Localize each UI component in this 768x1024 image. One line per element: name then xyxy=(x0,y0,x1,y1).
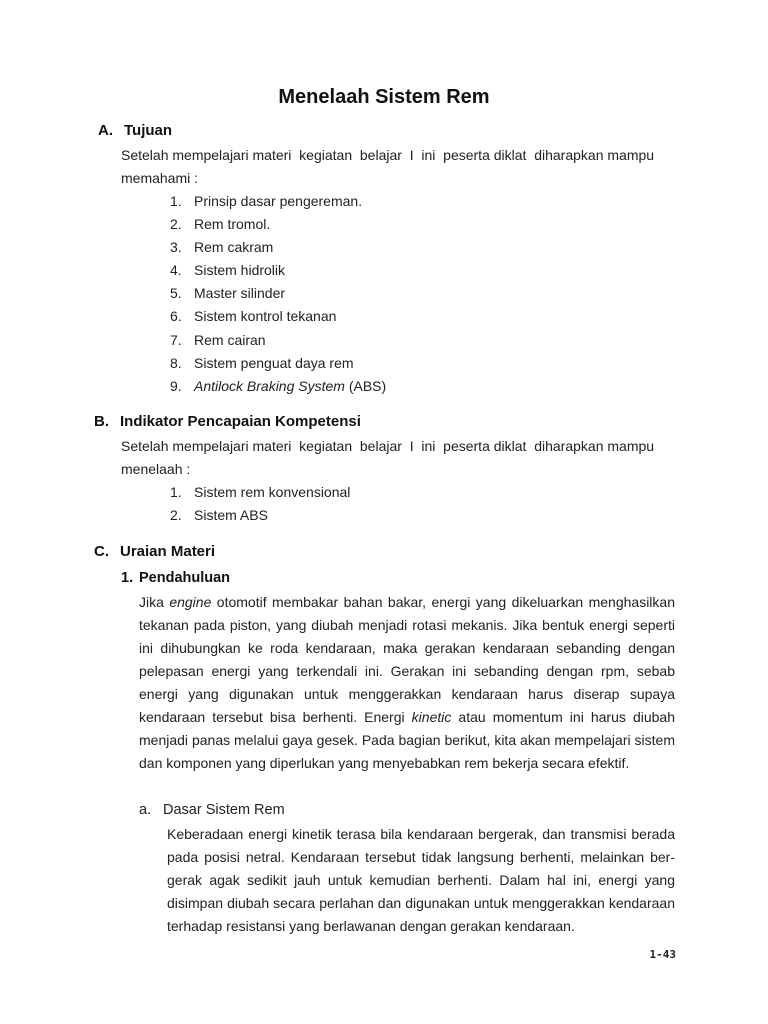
list-item xyxy=(170,282,386,305)
section-a-letter: A. xyxy=(98,122,113,139)
subsection-a-heading xyxy=(139,802,285,818)
section-b-list xyxy=(170,481,350,527)
section-a-intro-line2: memahami : xyxy=(121,170,199,186)
section-b-intro-line1: Setelah mempelajari materi kegiatan belajar I ini peserta diklat diharapkan mampu xyxy=(121,438,655,454)
paragraph-term-engine: engine xyxy=(169,594,212,610)
subsection-a-paragraph: Keberadaan energi kinetik terasa bila kendaraan bergerak, dan transmisi berada pada posisi netral. Kendaraan tersebut tidak langsung berhenti, melainkan ber-gerak agak sedikit jauh untuk kemudian berhenti. Dalam hal ini, energi yang disimpan diubah secara perlahan dan digunakan untuk menggerakkan kendaraan terhadap resistansi yang berlawanan dengan gerakan kendaraan. xyxy=(167,826,675,934)
list-item-number: 9. xyxy=(170,377,182,394)
section-b-letter: B. xyxy=(94,413,109,430)
page-number: 1-43 xyxy=(649,948,676,961)
section-a-title: Tujuan xyxy=(124,122,173,139)
section-c-heading xyxy=(94,543,215,560)
section-a-intro-line1: Setelah mempelajari materi kegiatan belajar I ini peserta diklat diharapkan mampu xyxy=(121,147,655,163)
list-item-number: 5. xyxy=(170,285,182,302)
list-item-text: Sistem penguat daya rem xyxy=(194,354,354,371)
list-item-text-italic: Antilock Braking System xyxy=(194,377,345,394)
subsection-1-heading xyxy=(121,570,230,586)
paragraph-text: Jika xyxy=(139,594,170,610)
list-item-text: Prinsip dasar pengereman. xyxy=(194,193,363,209)
subsection-1-paragraph xyxy=(139,591,675,775)
list-item-number: 2. xyxy=(170,507,182,524)
section-a-intro xyxy=(121,144,681,190)
list-item xyxy=(170,352,386,375)
section-c-title: Uraian Materi xyxy=(120,543,216,560)
section-b-intro-line2: menelaah : xyxy=(121,461,191,477)
list-item-text: Sistem kontrol tekanan xyxy=(194,308,337,325)
list-item xyxy=(170,481,350,504)
list-item xyxy=(170,259,386,282)
list-item xyxy=(170,190,386,213)
subsection-a-title: Dasar Sistem Rem xyxy=(163,802,285,818)
list-item-number: 1. xyxy=(170,484,182,500)
section-b-title: Indikator Pencapaian Kompetensi xyxy=(120,413,361,430)
section-b-heading xyxy=(94,413,361,430)
section-a-list xyxy=(170,190,386,398)
list-item-text: Sistem ABS xyxy=(194,507,268,524)
section-a-heading xyxy=(98,122,172,139)
subsection-1-number: 1. xyxy=(121,570,134,586)
list-item xyxy=(170,236,386,259)
list-item-text: Sistem hidrolik xyxy=(194,262,286,279)
list-item-text: Sistem rem konvensional xyxy=(194,484,351,500)
list-item-number: 7. xyxy=(170,331,182,348)
list-item-text: Rem cakram xyxy=(194,239,274,256)
list-item-text: Rem tromol. xyxy=(194,216,271,233)
list-item xyxy=(170,305,386,328)
list-item-number: 6. xyxy=(170,308,182,325)
section-b-intro xyxy=(121,435,681,481)
page-title: Menelaah Sistem Rem xyxy=(278,86,490,108)
list-item-text: (ABS) xyxy=(344,377,387,394)
paragraph-term-kinetic: kinetic xyxy=(411,709,452,725)
list-item-number: 1. xyxy=(170,193,182,209)
list-item xyxy=(170,504,350,527)
list-item-number: 2. xyxy=(170,216,182,233)
list-item-number: 3. xyxy=(170,239,182,256)
list-item-text: Rem cairan xyxy=(194,331,266,348)
list-item xyxy=(170,329,386,352)
list-item-number: 8. xyxy=(170,354,182,371)
list-item xyxy=(170,375,386,398)
list-item xyxy=(170,213,386,236)
list-item-text: Master silinder xyxy=(194,285,286,302)
section-c-letter: C. xyxy=(94,543,109,560)
subsection-a-number: a. xyxy=(139,802,152,818)
paragraph-text: otomotif membakar bahan bakar, energi yang dikeluarkan menghasilkan tekanan pada piston, yang diubah menjadi rotasi mekanis. Jika bentuk energi seperti ini dihubungkan ke roda kendaraan, maka gerakan kendaraan sebanding dengan pelepasan energi yang terkendali ini. Gerakan ini sebanding dengan rpm, sebab energi yang digunakan untuk menggerakkan kendaraan harus diserap supaya kendaraan tersebut bisa berhenti. Energi xyxy=(139,594,675,725)
paragraph-text: atau momentum ini harus diubah menjadi panas melalui gaya gesek. Pada bagian berikut, kita akan mempelajari sistem dan komponen yang diperlukan yang menyebabkan rem bekerja secara efektif. xyxy=(139,709,675,771)
list-item-number: 4. xyxy=(170,262,182,279)
subsection-1-title: Pendahuluan xyxy=(139,570,231,586)
